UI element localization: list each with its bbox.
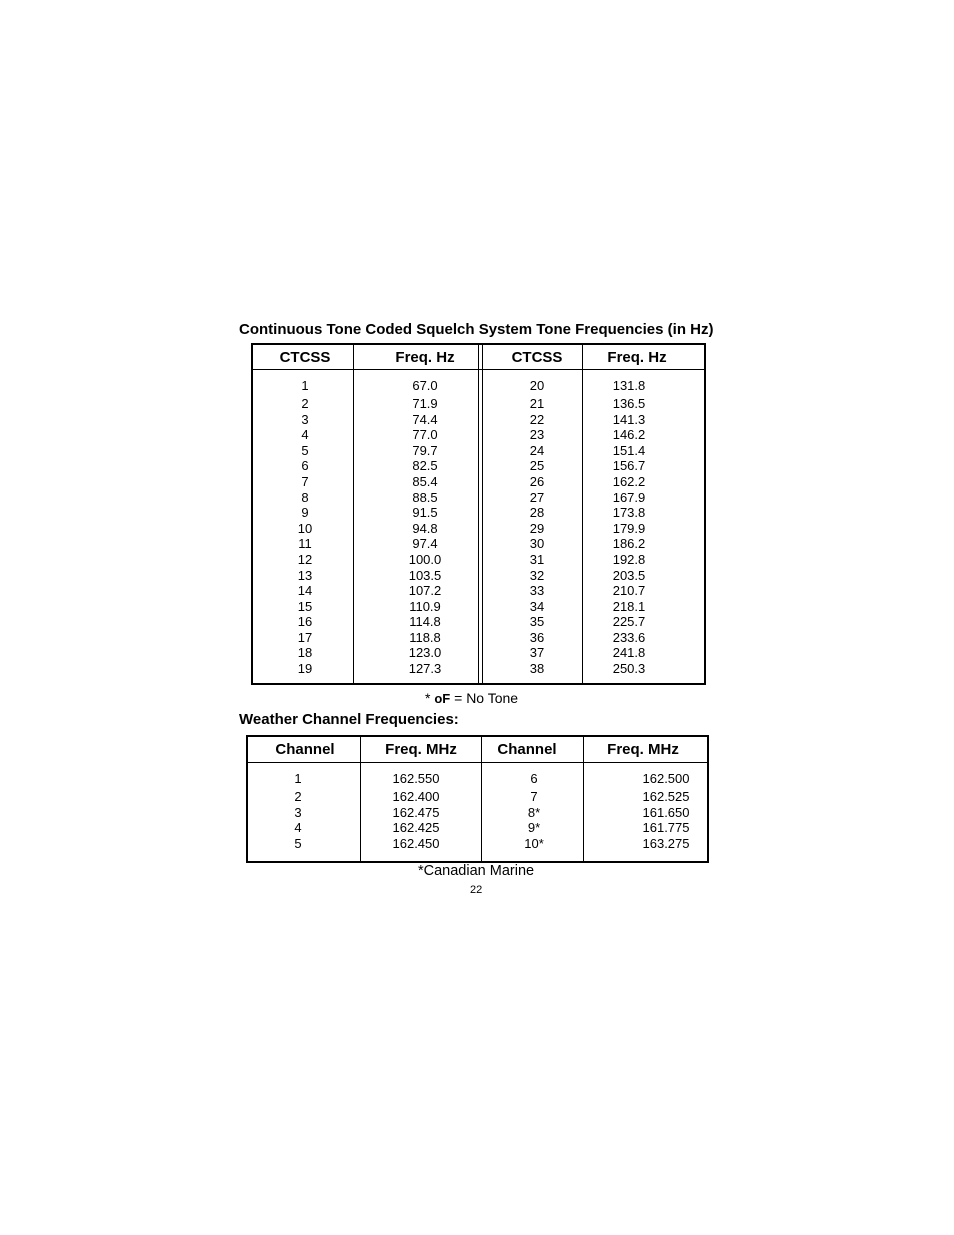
weather-channel-cell: 2 (294, 788, 302, 804)
ctcss-freq-cell: 136.5 (612, 395, 646, 411)
weather-freq-cell: 162.500 (642, 771, 690, 786)
ctcss-divider-3 (582, 345, 583, 683)
ctcss-code-cell: 33 (529, 583, 545, 599)
ctcss-freq-cell: 85.4 (412, 473, 438, 489)
ctcss-freq-cell: 156.7 (612, 458, 646, 474)
ctcss-code-cell: 19 (297, 661, 313, 677)
ctcss-freq-cell: 250.3 (612, 661, 646, 677)
ctcss-table (251, 343, 706, 685)
weather-title: Weather Channel Frequencies: (239, 711, 459, 728)
ctcss-header-freq-left: Freq. Hz (395, 349, 455, 366)
weather-left-channels (294, 771, 301, 851)
ctcss-freq-cell: 82.5 (412, 458, 438, 474)
ctcss-code-cell: 23 (529, 427, 545, 443)
weather-freq-cell: 161.650 (642, 804, 690, 820)
ctcss-code-cell: 16 (297, 614, 313, 630)
ctcss-freq-cell: 110.9 (409, 598, 441, 614)
ctcss-code-cell: 28 (529, 505, 545, 521)
weather-divider-3 (583, 737, 584, 861)
weather-left-freqs (393, 771, 440, 851)
ctcss-left-codes (298, 378, 312, 677)
weather-freq-cell: 162.550 (392, 771, 440, 786)
ctcss-freq-cell: 67.0 (412, 378, 438, 393)
ctcss-code-cell: 6 (301, 458, 309, 474)
ctcss-left-freqs (409, 378, 442, 677)
ctcss-code-cell: 4 (301, 427, 309, 443)
ctcss-freq-cell: 114.8 (409, 614, 441, 630)
weather-channel-cell: 8* (527, 804, 541, 820)
ctcss-code-cell: 10 (297, 520, 313, 536)
ctcss-code-cell: 36 (529, 629, 545, 645)
ctcss-freq-cell: 131.8 (612, 378, 646, 393)
weather-channel-cell: 10* (524, 835, 544, 851)
weather-freq-cell: 162.525 (642, 788, 690, 804)
ctcss-freq-cell: 97.4 (412, 536, 438, 552)
ctcss-freq-cell: 91.5 (412, 505, 438, 521)
ctcss-code-cell: 17 (297, 629, 313, 645)
weather-divider-1 (360, 737, 361, 861)
ctcss-freq-cell: 94.8 (412, 520, 438, 536)
ctcss-code-cell: 35 (529, 614, 545, 630)
ctcss-freq-cell: 151.4 (612, 442, 646, 458)
ctcss-freq-cell: 167.9 (612, 489, 646, 505)
weather-channel-cell: 6 (530, 771, 538, 786)
ctcss-header-code-left: CTCSS (279, 349, 331, 366)
ctcss-code-cell: 26 (529, 473, 545, 489)
weather-header-channel-left: Channel (275, 741, 335, 758)
ctcss-freq-cell: 71.9 (412, 395, 438, 411)
ctcss-right-codes (530, 378, 544, 677)
ctcss-note (425, 690, 518, 706)
ctcss-code-cell: 30 (529, 536, 545, 552)
ctcss-freq-cell: 74.4 (412, 411, 438, 427)
ctcss-freq-cell: 146.2 (612, 427, 646, 443)
ctcss-header-code-right: CTCSS (511, 349, 563, 366)
ctcss-code-cell: 9 (301, 505, 309, 521)
weather-header-freq-left: Freq. MHz (385, 741, 457, 758)
weather-channel-cell: 7 (530, 788, 538, 804)
ctcss-freq-cell: 79.7 (412, 442, 438, 458)
page-number: 22 (470, 884, 483, 896)
ctcss-code-cell: 8 (301, 489, 309, 505)
weather-freq-cell: 162.400 (392, 788, 440, 804)
ctcss-right-freqs (613, 378, 646, 677)
weather-freq-cell: 162.475 (392, 804, 440, 820)
weather-header-channel-right: Channel (497, 741, 557, 758)
ctcss-freq-cell: 107.2 (408, 583, 442, 599)
ctcss-header-freq-right: Freq. Hz (607, 349, 667, 366)
ctcss-code-cell: 34 (529, 598, 545, 614)
weather-freq-cell: 162.450 (392, 835, 440, 851)
weather-right-freqs (643, 771, 690, 851)
ctcss-freq-cell: 225.7 (612, 614, 646, 630)
note-code: oF (434, 691, 451, 706)
weather-header-rule (248, 762, 707, 763)
ctcss-freq-cell: 203.5 (612, 567, 646, 583)
weather-right-channels (524, 771, 544, 851)
weather-note: *Canadian Marine (418, 863, 535, 879)
weather-table (246, 735, 709, 863)
ctcss-code-cell: 13 (297, 567, 313, 583)
ctcss-freq-cell: 141.3 (612, 411, 646, 427)
ctcss-code-cell: 12 (297, 551, 313, 567)
ctcss-freq-cell: 100.0 (408, 551, 442, 567)
ctcss-code-cell: 37 (529, 645, 545, 661)
weather-freq-cell: 161.775 (642, 820, 690, 836)
ctcss-freq-cell: 127.3 (408, 661, 442, 677)
ctcss-freq-cell: 103.5 (408, 567, 442, 583)
weather-channel-cell: 4 (294, 820, 302, 836)
ctcss-code-cell: 14 (297, 583, 313, 599)
ctcss-divider-1 (353, 345, 354, 683)
ctcss-freq-cell: 210.7 (612, 583, 646, 599)
ctcss-divider-center (478, 345, 483, 683)
ctcss-freq-cell: 233.6 (612, 629, 646, 645)
weather-channel-cell: 9* (527, 820, 541, 836)
ctcss-code-cell: 1 (301, 378, 309, 393)
ctcss-code-cell: 3 (301, 411, 309, 427)
ctcss-freq-cell: 192.8 (612, 551, 646, 567)
ctcss-code-cell: 22 (529, 411, 545, 427)
ctcss-code-cell: 2 (301, 395, 309, 411)
ctcss-freq-cell: 179.9 (612, 520, 646, 536)
ctcss-freq-cell: 173.8 (612, 505, 646, 521)
ctcss-freq-cell: 88.5 (412, 489, 438, 505)
weather-channel-cell: 3 (294, 804, 302, 820)
ctcss-freq-cell: 162.2 (612, 473, 646, 489)
ctcss-code-cell: 18 (297, 645, 313, 661)
ctcss-code-cell: 29 (529, 520, 545, 536)
ctcss-freq-cell: 241.8 (612, 645, 646, 661)
ctcss-freq-cell: 77.0 (412, 427, 438, 443)
ctcss-code-cell: 21 (529, 395, 545, 411)
ctcss-header-rule (253, 369, 704, 370)
weather-divider-2 (481, 737, 482, 861)
weather-channel-cell: 5 (294, 835, 302, 851)
ctcss-code-cell: 27 (529, 489, 545, 505)
ctcss-code-cell: 7 (301, 473, 309, 489)
ctcss-code-cell: 31 (529, 551, 545, 567)
note-prefix: * (425, 690, 435, 706)
note-text: = No Tone (450, 690, 519, 706)
ctcss-code-cell: 25 (529, 458, 545, 474)
weather-channel-cell: 1 (294, 771, 302, 786)
weather-freq-cell: 162.425 (392, 820, 440, 836)
weather-header-freq-right: Freq. MHz (607, 741, 679, 758)
ctcss-freq-cell: 123.0 (408, 645, 442, 661)
ctcss-freq-cell: 118.8 (409, 629, 441, 645)
weather-freq-cell: 163.275 (642, 835, 690, 851)
ctcss-title: Continuous Tone Coded Squelch System Tone Frequencies (in Hz) (239, 321, 714, 338)
ctcss-code-cell: 24 (529, 442, 545, 458)
ctcss-code-cell: 32 (529, 567, 545, 583)
ctcss-code-cell: 20 (529, 378, 545, 393)
ctcss-code-cell: 5 (301, 442, 309, 458)
ctcss-code-cell: 15 (297, 598, 313, 614)
ctcss-code-cell: 38 (529, 661, 545, 677)
ctcss-freq-cell: 218.1 (612, 598, 646, 614)
ctcss-freq-cell: 186.2 (612, 536, 646, 552)
ctcss-code-cell: 11 (298, 536, 312, 552)
